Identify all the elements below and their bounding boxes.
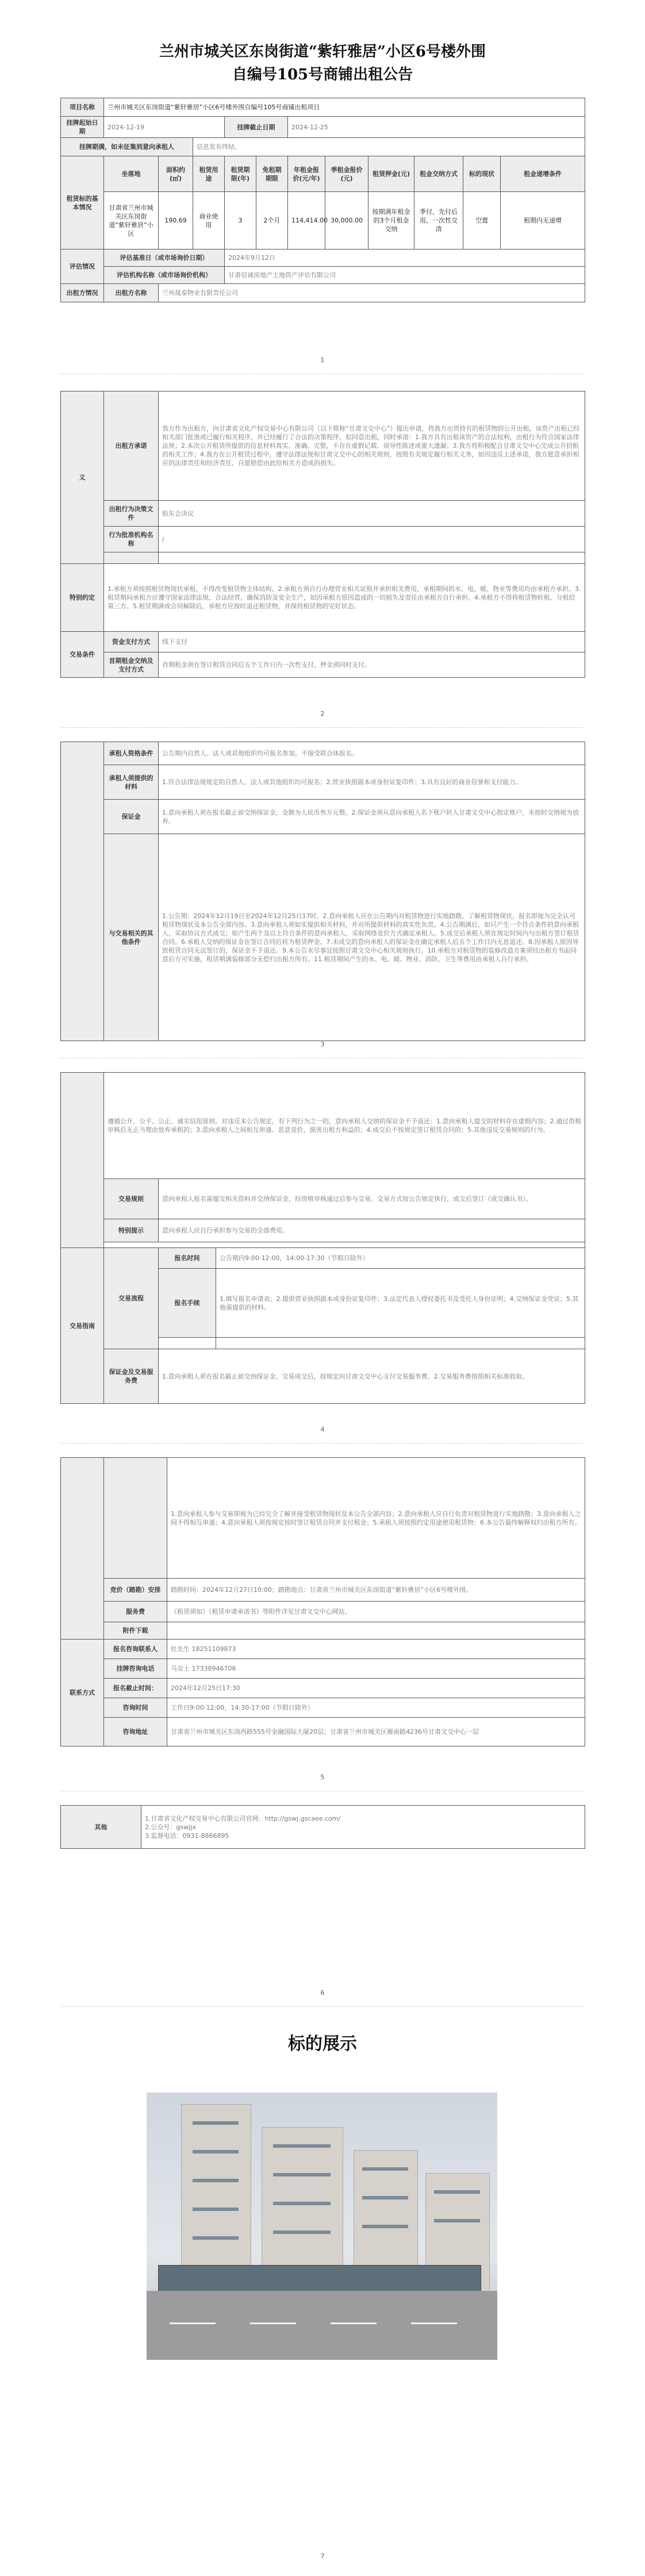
page-divider [60, 1443, 585, 1444]
contact-hours-value: 工作日9:00-12:00，14:30-17:00（节假日除外） [167, 1698, 585, 1718]
lessee-responsibility: 1.意向承租人参与交易即视为已经完全了解并接受租赁物现状及本公告全部内容；2.意向承租人应自行负责对租赁物进行实地踏勘；3.意向承租人之间不得相互串通；4.意向承租人须按规定按时签订租赁合同并支付租金；5.承租人须按照约定用途使用租赁物；6.本公告最终解释权归出租方所有。 [167, 1458, 585, 1579]
cell-increase: 租期内无递增 [501, 192, 585, 249]
guide-label: 交易指南 [61, 1248, 104, 1404]
col-header: 标的现状 [463, 156, 501, 192]
section-label: 义 [61, 391, 104, 564]
cell-quarter-rent: 30,000.00 [325, 192, 368, 249]
basic-info-table [60, 98, 585, 302]
wechat-line: 2.公众号：gswjjx [145, 1823, 196, 1831]
reg-step-value: 1.填写报名申请表；2.提供营业执照副本或身份证复印件；3.法定代表人授权委托书及受托人身份证明；4.交纳保证金凭证；5.其他需提供的材料。 [216, 1269, 585, 1338]
other-info-table [60, 1805, 585, 1849]
qual-value: 公告期内自然人、法人或其他组织均可报名参加，不接受联合体报名。 [159, 742, 585, 765]
cell-deposit: 按期满年租金的3个月租金交纳 [368, 192, 414, 249]
website-line[interactable]: 1.甘肃省文化产权交易中心有限公司官网：http://gswj.gscaee.com/ [145, 1814, 341, 1822]
rules-value: 意向承租人报名需提交相关资料并交纳保证金，经资格审核通过后参与交易。交易方式按公告规定执行，成交后签订《成交确认书》。 [159, 1179, 585, 1219]
other-conditions-label: 与交易相关的其他条件 [104, 834, 159, 1041]
contact-person-label: 报名咨询联系人 [104, 1640, 167, 1659]
title-line-2: 自编号105号商铺出租公告 [232, 66, 413, 83]
attach-value[interactable] [167, 1622, 585, 1640]
eval-org-label: 评估机构名称（或市场询价机构） [104, 267, 225, 284]
qual-mat-label: 承租人须提供的材料 [104, 765, 159, 800]
cell-pay-method: 季付，先付后用，一次性交清 [414, 192, 463, 249]
col-header: 免租期期限 [256, 156, 288, 192]
lessor-terms-table [60, 391, 585, 678]
visit-label: 竞价（踏勘）安排 [104, 1579, 167, 1602]
extend-value: 信息发布终结。 [193, 138, 585, 156]
col-header: 租赁押金(元) [368, 156, 414, 192]
lessor-name-label: 出租方名称 [104, 284, 159, 302]
approval-value: / [159, 527, 585, 552]
reg-step-label: 报名手续 [159, 1269, 216, 1338]
dep-value: 1.意向承租人须在报名截止前交纳保证金，交易成交后，按规定向甘肃文交中心支付交易服务费。2.交易服务费按照相关标准收取。 [159, 1349, 585, 1404]
cell-usage: 商业使用 [193, 192, 225, 249]
lessee-requirements-table [60, 742, 585, 1041]
qual-mat-value: 1.符合法律法规规定的自然人、法人或其他组织均可报名；2.营业执照副本或身份证复印件；3.具有良好的商业信誉和支付能力。 [159, 765, 585, 800]
contact-table [60, 1457, 585, 1746]
special-value: 1.承租方须按照租赁物现状承租，不得改变租赁物主体结构。2.承租方须自行办理营业相关证照并承担相关费用，承租期间的水、电、暖、物业等费用均由承租方承担。3.租赁期间承租方应遵守国家法律法规，合法经营，确保消防及安全生产，如因承租方原因造成的一切损失及责任由承租方自行承担。4.承租方不得将租赁物转租、分租给第三方。5.租赁期满或合同解除后，承租方应按时退还租赁物，并保持租赁物的完好状态。 [104, 564, 585, 632]
shopfront [158, 2265, 481, 2294]
flow-label: 交易流程 [104, 1248, 159, 1349]
other-conditions-value: 1.公告期：2024年12月19日至2024年12月25日17时。2.意向承租人应在公告期内对租赁物进行实地踏勘，了解租赁物现状，报名即视为完全认可租赁物现状及本公告全部内容。3.意向承租人须如实提供相关材料，并对所提供材料的真实性负责。4.公告期满后，如只产生一个符合条件的意向承租人，采取协议方式成交；如产生两个及以上符合条件的意向承租人，采取网络竞价方式确定承租人。5.成交后承租人须在规定时间内与出租方签订租赁合同。6.承租人交纳的保证金在签订合同后转为租赁押金。7.未成交的意向承租人的保证金在确定承租人后五个工作日内无息退还。8.因承租人原因导致租赁合同无法签订的，保证金不予退还。9.本公告未尽事宜按照甘肃文交中心相关规则执行。10.承租方对租赁物的装修改造方案须经出租方书面同意后方可实施，租赁期满装修部分无偿归出租方所有。11.租赁期间产生的水、电、暖、物业、消防、卫生等费用由承租人自行承担。 [159, 834, 585, 1041]
contact-hours-label: 咨询时间 [104, 1698, 167, 1718]
trade-guide-table [60, 1072, 585, 1404]
page-number: 2 [320, 710, 325, 717]
deadline-value: 2024年12月25日17:30 [167, 1679, 585, 1698]
deposit-label: 保证金 [104, 800, 159, 834]
supervision-line: 3.监督电话：0931-8866895 [145, 1832, 229, 1840]
page-title [0, 40, 645, 86]
col-header: 租金交纳方式 [414, 156, 463, 192]
title-line-1: 兰州市城关区东岗街道“紫轩雅居”小区6号楼外围 [159, 43, 486, 60]
page-divider [60, 2006, 585, 2007]
col-header: 年租金报价(元/年) [288, 156, 325, 192]
notice-value: 意向承租人应自行承担参与交易的全部费用。 [159, 1219, 585, 1242]
col-header: 面积约(㎡) [159, 156, 193, 192]
page-number: 6 [320, 1989, 325, 1997]
contact-phone-label: 挂牌咨询电话 [104, 1659, 167, 1679]
contact-person-value: 杜先生 18251109873 [167, 1640, 585, 1659]
trade-label: 交易条件 [61, 632, 104, 678]
page-number: 4 [320, 1426, 325, 1433]
approval-label: 行为批准机构名称 [104, 527, 159, 552]
eval-label: 评估情况 [61, 249, 104, 284]
lease-terms: 我方作为出租方，向甘肃省文化产权交易中心有限公司（以下简称“甘肃文交中心”）提出申请，将我方出资持有的租赁物的公开出租，该资产出租已经相关部门批准或已履行相关程序，并已经履行了合法的决策程序，拟同意出租，同时承诺：1.我方具有出租该资产的合法权利，出租行为符合国家法律法规；2.本次公开租赁所提供的信息材料真实、准确、完整，不存在虚假记载、误导性陈述或重大遗漏；3.我方将积极配合甘肃文交中心完成公开招租的相关工作；4.我方在公开租赁过程中，遵守法律法规和甘肃文交中心的相关规则，按照有关规定履行相关义务，如因违反上述承诺，我方愿意承担相应的法律责任和经济责任，自愿赔偿由此给相关方造成的损失。 [159, 391, 585, 501]
service-value: 《租赁须知》《租赁申请承诺书》等附件详见甘肃文交中心网站。 [167, 1602, 585, 1622]
qual-label: 承租人资格条件 [104, 742, 159, 765]
lessor-label: 出租方情况 [61, 284, 104, 302]
announce-start-label: 挂牌起始日期 [61, 117, 104, 138]
page-number: 1 [320, 356, 325, 364]
eval-org: 甘肃信诚房地产土地资产评估有限公司 [225, 267, 585, 284]
lessor-name: 兰州晟泰物业有限责任公司 [159, 284, 585, 302]
cell-status: 空置 [463, 192, 501, 249]
col-header: 季租金报价(元) [325, 156, 368, 192]
project-name: 兰州市城关区东岗街道“紫轩雅居”小区6号楼外围自编号105号商铺出租项目 [104, 98, 585, 117]
contact-address-value: 甘肃省兰州市城关区东岗西路555号金融国际大厦20层；甘肃省兰州市城关区雁南路4236号甘肃文交中心一层 [167, 1718, 585, 1746]
cell-location: 甘肃省兰州市城关区东岗街道“紫轩雅居”小区 [104, 192, 159, 249]
decision-value: 股东会决议 [159, 501, 585, 527]
contact-address-label: 咨询地址 [104, 1718, 167, 1746]
project-name-label: 项目名称 [61, 98, 104, 117]
page-number: 7 [320, 2552, 325, 2560]
property-photo [147, 2093, 497, 2360]
cell-area: 190.69 [159, 192, 193, 249]
lease-terms-label: 出租方承诺 [104, 391, 159, 501]
contact-label: 联系方式 [61, 1640, 104, 1746]
service-label: 服务费 [104, 1602, 167, 1622]
cell-annual-rent: 114,414.00 [288, 192, 325, 249]
other-label: 其他 [61, 1806, 141, 1849]
deadline-label: 报名截止时间： [104, 1679, 167, 1698]
reg-time-value: 公告期内9:00-12:00，14:00-17:30（节假日除外） [216, 1248, 585, 1269]
page-number: 5 [320, 1773, 325, 1781]
announce-start-date: 2024-12-19 [104, 117, 225, 138]
col-header: 租金递增条件 [501, 156, 585, 192]
deposit-value: 1.意向承租人须在报名截止前交纳保证金，金额为人民币叁万元整。2.保证金须从意向承租人名下账户转入甘肃文交中心指定账户，未按时交纳视为放弃。 [159, 800, 585, 834]
pay-req-label: 首期租金交纳及支付方式 [104, 652, 159, 678]
decision-label: 出租行为决策文件 [104, 501, 159, 527]
announce-end-label: 挂牌截止日期 [225, 117, 288, 138]
visit-value: 踏勘时间：2024年12月27日10:00；踏勘地点：甘肃省兰州市城关区东岗街道“紫轩雅居”小区6号楼外围。 [167, 1579, 585, 1602]
continued-text: 遵循公开、公平、公正、诚实信用原则。对违反本公告规定，有下列行为之一的，意向承租人交纳的保证金不予退还：1.意向承租人提交的材料存在虚假内容；2.通过资格审核后无正当理由放弃承租的；3.意向承租人之间相互串通、恶意竞价，损害出租方利益的；4.成交后不按规定签订租赁合同的；5.其他违反交易规则的行为。 [104, 1073, 585, 1179]
extend-label: 挂牌期满，如未征集到意向承租人 [61, 138, 193, 156]
cell-free-period: 2个月 [256, 192, 288, 249]
notice-label: 特别提示 [104, 1219, 159, 1242]
display-title: 标的展示 [288, 2034, 357, 2054]
basic-label: 租赁标的基本情况 [61, 156, 104, 249]
cell-term: 3 [225, 192, 256, 249]
special-label: 特别约定 [61, 564, 104, 632]
pay-method-label: 资金支付方式 [104, 632, 159, 652]
page-number: 3 [320, 1041, 325, 1048]
reg-time-label: 报名时间 [159, 1248, 216, 1269]
eval-date: 2024年9月12日 [225, 249, 585, 267]
col-header: 坐落地 [104, 156, 159, 192]
col-header: 租赁用途 [193, 156, 225, 192]
col-header: 租赁期限(年) [225, 156, 256, 192]
contact-phone-value: 马女士 17338946706 [167, 1659, 585, 1679]
page-divider [60, 727, 585, 728]
pay-req: 首期租金须在签订租赁合同后五个工作日内一次性支付，押金须同时支付。 [159, 652, 585, 678]
dep-label: 保证金及交易服务费 [104, 1349, 159, 1404]
street [147, 2291, 497, 2360]
pay-method: 线下支付 [159, 632, 585, 652]
announce-end-date: 2024-12-25 [288, 117, 585, 138]
rules-label: 交易规则 [104, 1179, 159, 1219]
eval-date-label: 评估基准日（或市场询价日期） [104, 249, 225, 267]
attach-label: 附件下载 [104, 1622, 167, 1640]
